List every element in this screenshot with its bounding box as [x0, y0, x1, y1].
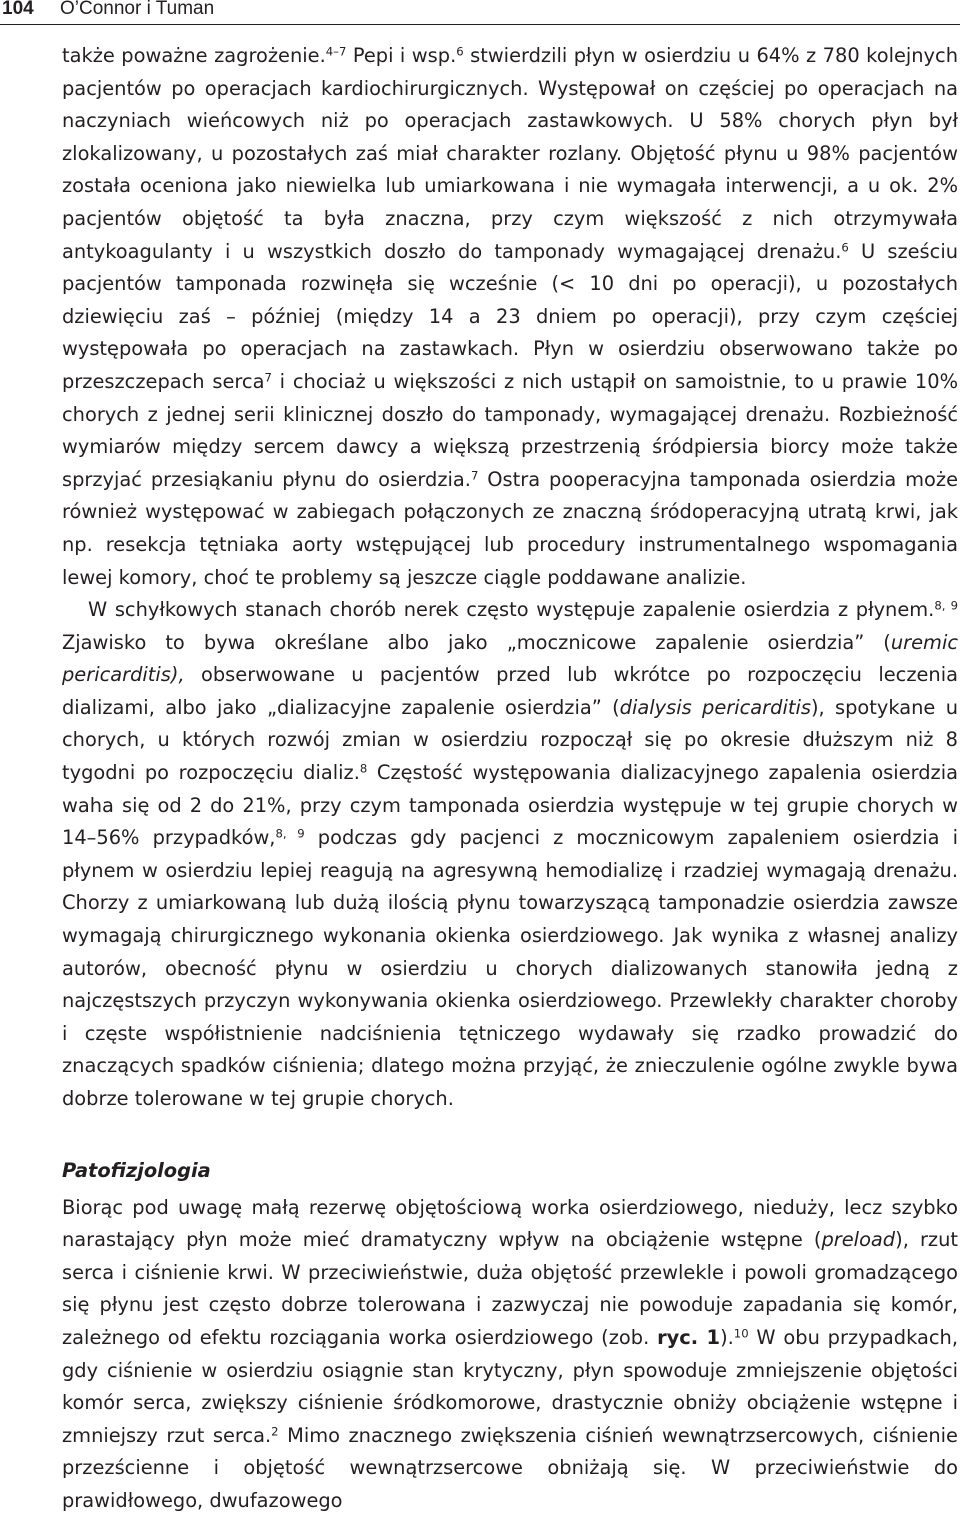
citation: 7	[470, 468, 479, 483]
text-run: W schyłkowych stanach chorób nerek często występuje zapalenie osierdzia z płynem.	[88, 598, 935, 622]
italic-term: uremic pericarditis),	[62, 630, 958, 687]
text-run: Pepi i wsp.	[346, 44, 457, 67]
text-run: Częstość występowania dializacyjnego zapalenia osierdzia waha się od 2 do 21%, przy czym tamponada osierdzia występuje w tej grupie chorych w 14–56% przypadków,	[62, 761, 958, 850]
page-number: 104	[2, 0, 34, 19]
text-run: Zjawisko to bywa określane albo jako „mocznicowe zapalenie osierdzia” (	[62, 630, 891, 654]
text-run: stwierdzili płyn w osierdziu u 64% z 780 kolejnych pacjentów po operacjach kardiochirurgicznych. Występował on częściej po operacjach na naczyniach wieńcowych niż po operacjach zastawkowych. U 58% chorych płyn był zlokalizowany, u pozostałych zaś miał charakter rozlany. Objętość płynu u 98% pacjentów została oceniona jako niewielka lub umiarkowana i nie wymagała interwencji, a u ok. 2% pacjentów objętość ta była znaczna, przy czym większość z nich otrzymywała antykoagulanty i u wszystkich doszło do tamponady wymagającej drenażu.	[62, 44, 958, 263]
citation: 10	[733, 1326, 749, 1341]
text-run: Mimo znacznego zwiększenia ciśnień wewnątrzsercowych, ciśnienie przezścienne i objętość wewnątrzsercowe obniżają się. W przeciwieństwie do prawidłowego, dwufazowego	[62, 1423, 958, 1512]
text-run: Ostra pooperacyjna tamponada osierdzia może również występować w zabiegach połączonych ze znaczną śródoperacyjną utratą krwi, jak np. resekcja tętniaka aorty wstępującej lub procedury instrumentalnego wspomagania lewej komory, choć te problemy są jeszcze ciągle poddawane analizie.	[62, 467, 959, 589]
text-run: podczas gdy pacjenci z mocznicowym zapaleniem osierdzia i płynem w osierdziu lepiej reagują na agresywną hemodializę i rzadziej wymagają drenażu. Chorzy z umiarkowaną lub dużą ilością płynu towarzyszącą tamponadzie osierdzia zawsze wymagają chirurgicznego wykonania okienka osierdziowego. Jak wynika z własnej analizy autorów, obecność płynu w osierdziu u chorych dializowanych stanowiła jedną z najczęstszych przyczyn wykonywania okienka osierdziowego. Przewlekły charakter choroby i częste współistnienie nadciśnienia tętniczego wydawały się rzadko prowadzić do znaczących spadków ciśnienia; dlatego można przyjąć, że znieczulenie ogólne zwykle bywa dobrze tolerowane w tej grupie chorych.	[62, 826, 958, 1110]
citation: 2	[271, 1424, 279, 1439]
italic-term: preload	[821, 1228, 896, 1252]
citation: 8	[359, 761, 368, 776]
running-head: O’Connor i Tuman	[60, 0, 215, 19]
text-run: obserwowane u pacjentów przed lub wkrótce po rozpoczęciu leczenia dializami, albo jako „dializacyjne zapalenie osierdzia” (	[62, 663, 958, 719]
figure-reference: ryc. 1	[657, 1325, 721, 1349]
citation: 6	[456, 44, 464, 59]
text-run: Biorąc pod uwagę małą rezerwę objętościową worka osierdziowego, nieduży, lecz szybko narastający płyn może mieć dramatyczny wpływ na obciążenie wstępne (	[62, 1195, 958, 1252]
text-run: ).	[720, 1325, 734, 1349]
section-heading: Patofizjologia	[62, 1158, 211, 1182]
citation: 6	[841, 240, 849, 255]
text-run: ), rzut serca i ciśnienie krwi. W przeciwieństwie, duża objętość przewlekle i powoli gromadzącego się płynu jest często dobrze tolerowana i zazwyczaj nie powoduje zapadania się komór, zależnego od efektu rozciągania worka osierdziowego (zob.	[62, 1228, 958, 1349]
citation: 7	[264, 370, 272, 385]
text-run: także poważne zagrożenie.	[62, 44, 326, 67]
body-text	[62, 40, 958, 1518]
text-run: U sześciu pacjentów tamponada rozwinęła się wcześnie (< 10 dni po operacji), u pozostałych dziewięciu zaś – później (między 14 a 23 dniem po operacji), przy czym częściej występowała po operacjach na zastawkach. Płyn w osierdziu obserwowano także po przeszczepach serca	[62, 239, 958, 393]
citation: 8, 9	[275, 826, 305, 841]
paragraph-1	[62, 40, 958, 594]
citation: 4–7	[325, 44, 347, 59]
paragraph-2	[62, 594, 958, 1116]
paragraph-3	[62, 1192, 958, 1518]
italic-term: dialysis pericarditis	[619, 695, 811, 719]
citation: 8, 9	[934, 598, 959, 613]
text-run: i chociaż u większości z nich ustąpił on samoistnie, to u prawie 10% chorych z jednej serii klinicznej doszło do tamponady, wymagającej drenażu. Rozbieżność wymiarów między sercem dawcy a większą przestrzenią śródpiersia biorcy może także sprzyjać przesiąkaniu płynu do osierdzia.	[62, 369, 959, 491]
running-header	[0, 0, 960, 25]
text-run: ), spotykane u chorych, u których rozwój zmian w osierdziu rozpoczął się po okresie dłuższym niż 8 tygodni po rozpoczęciu dializ.	[62, 695, 958, 785]
text-run: W obu przypadkach, gdy ciśnienie w osierdziu osiągnie stan krytyczny, płyn spowoduje zmniejszenie objętości komór serca, zwiększy ciśnienie śródkomorowe, drastycznie obniży obciążenie wstępne i zmniejszy rzut serca.	[62, 1325, 959, 1447]
